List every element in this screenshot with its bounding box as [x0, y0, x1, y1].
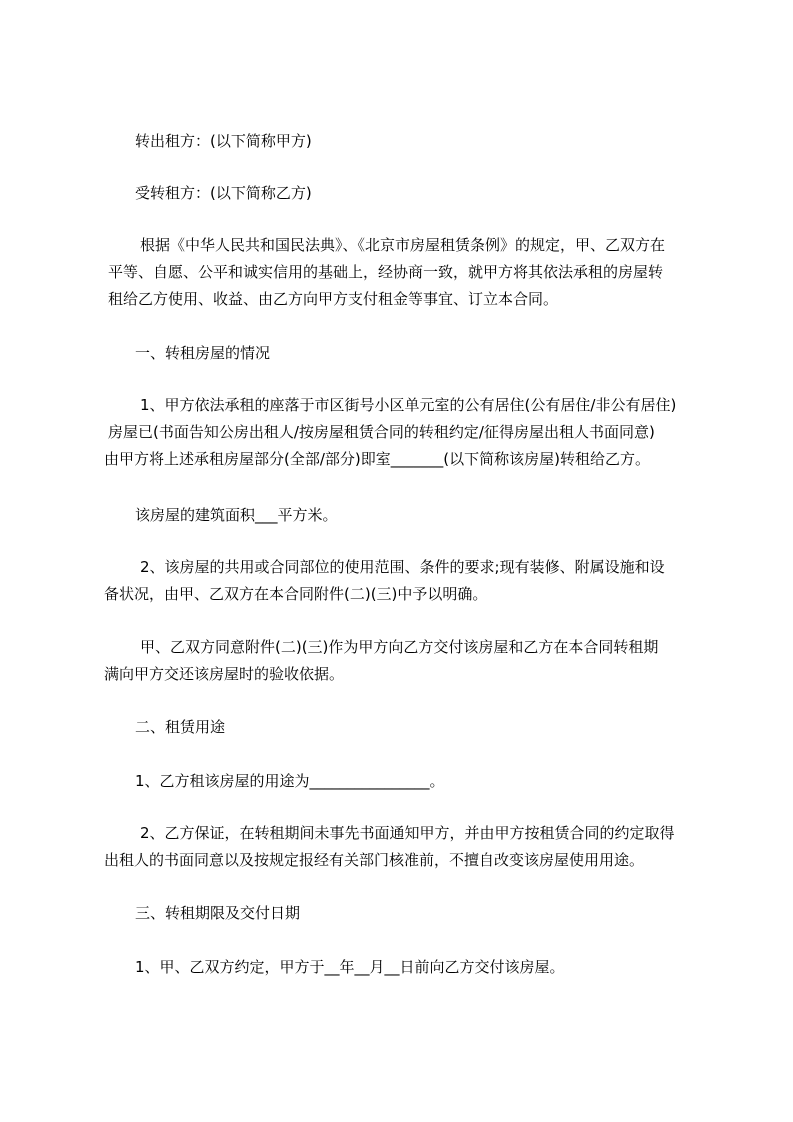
clause-2-2-line-2: 出租人的书面同意以及按规定报经有关部门核准前，不擅自改变该房屋使用用途。	[104, 851, 645, 869]
clause-1-3-line-2: 满向甲方交还该房屋时的验收依据。	[104, 665, 345, 683]
preamble-line-3: 租给乙方使用、收益、由乙方向甲方支付租金等事宜、订立本合同。	[108, 290, 559, 308]
clause-1-1-line-3: 由甲方将上述承租房屋部分(全部/部分)即室_______(以下简称该房屋)转租给乙方。	[104, 450, 650, 468]
clause-1-2-paragraph	[104, 554, 714, 608]
clause-3-1: 1、甲、乙双方约定，甲方于__年__月__日前向乙方交付该房屋。	[135, 958, 565, 976]
clause-1-3-line-1: 甲、乙双方同意附件(二)(三)作为甲方向乙方交付该房屋和乙方在本合同转租期	[140, 638, 659, 656]
clause-1-1-line-2: 房屋已(书面告知公房出租人/按房屋租赁合同的转租约定/征得房屋出租人书面同意)	[108, 423, 655, 441]
area-line: 该房屋的建筑面积___平方米。	[135, 506, 338, 524]
clause-1-1-line-1: 1、甲方依法承租的座落于市区街号小区单元室的公有居住(公有居住/非公有居住)	[140, 396, 677, 414]
clause-1-1-paragraph	[104, 392, 714, 473]
party-a-line: 转出租方：(以下简称甲方)	[135, 132, 312, 150]
clause-1-2-line-1: 2、该房屋的共用或合同部位的使用范围、条件的要求;现有装修、附属设施和设	[140, 558, 665, 576]
section-3-title: 三、转租期限及交付日期	[135, 904, 301, 922]
section-2-title: 二、租赁用途	[135, 718, 226, 736]
preamble-line-1: 根据《中华人民共和国民法典》、《北京市房屋租赁条例》的规定，甲、乙双方在	[140, 236, 666, 254]
clause-2-2-paragraph	[104, 820, 714, 874]
clause-1-3-paragraph	[104, 634, 714, 688]
preamble-line-2: 平等、自愿、公平和诚实信用的基础上，经协商一致，就甲方将其依法承租的房屋转	[108, 263, 664, 281]
clause-1-2-line-2: 备状况，由甲、乙双方在本合同附件(二)(三)中予以明确。	[104, 585, 488, 603]
preamble-paragraph	[104, 232, 714, 313]
section-1-title: 一、转租房屋的情况	[135, 344, 271, 362]
party-b-line: 受转租方：(以下简称乙方)	[135, 184, 312, 202]
clause-2-1: 1、乙方租该房屋的用途为________________。	[135, 772, 445, 790]
clause-2-2-line-1: 2、乙方保证，在转租期间未事先书面通知甲方，并由甲方按租赁合同的约定取得	[140, 824, 675, 842]
